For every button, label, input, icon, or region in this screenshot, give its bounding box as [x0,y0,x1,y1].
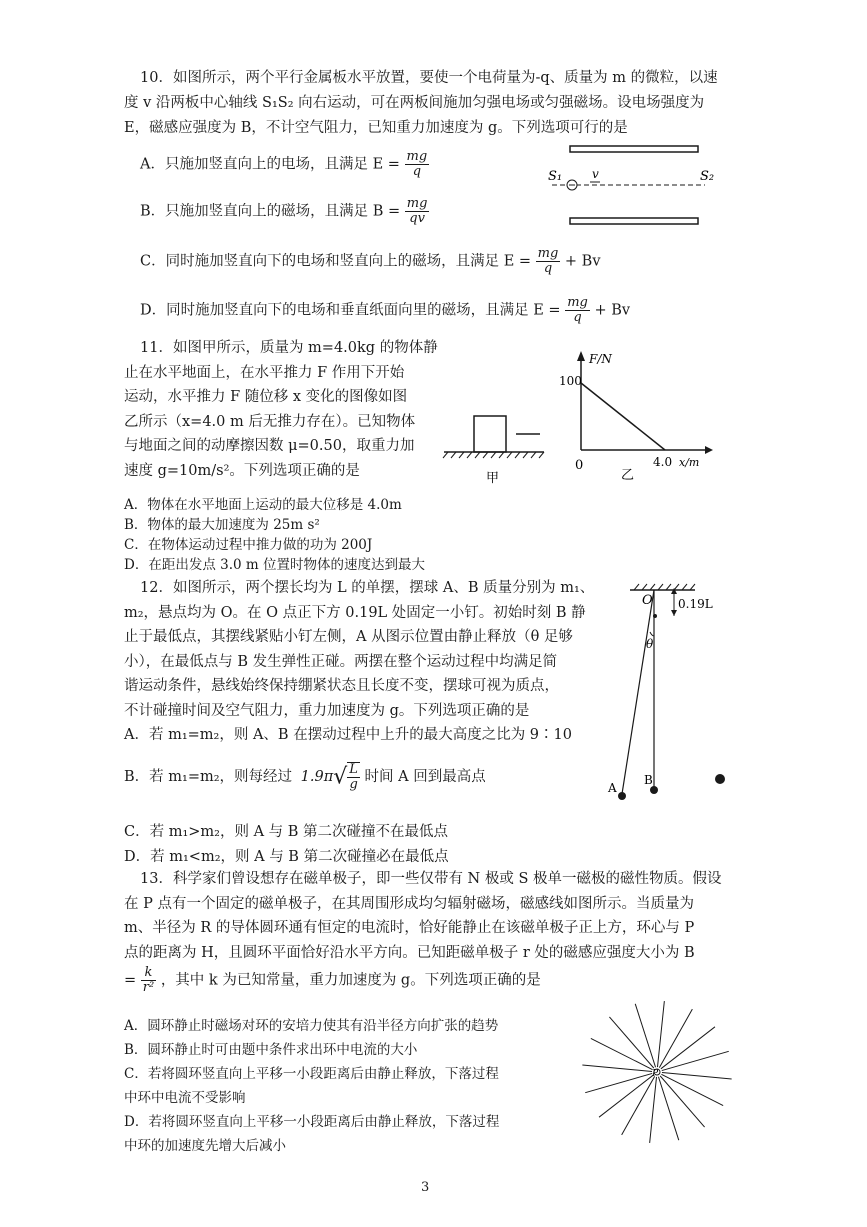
fraction-denominator: q [573,310,582,325]
label-s2: S₂ [700,169,715,184]
q10-option-a-fraction [405,150,430,179]
q12-stem-line-1: 12．如图所示，两个摆长均为 L 的单摆，摆球 A、B 质量分别为 m₁、 [140,580,595,596]
q10-option-d-tail: + Bv [594,302,631,319]
q10-stem-line-1: 10．如图所示，两个平行金属板水平放置，要使一个电荷量为-q、质量为 m 的微粒，以速 [140,70,718,86]
block-icon [474,416,506,452]
q13-fraction [141,966,156,995]
label-a: A [608,781,617,795]
q13-stem-line-5 [124,966,541,995]
q11-figure-yi-graph [555,345,725,485]
fraction-denominator: g [349,777,358,792]
q10-option-c-fraction [536,247,561,276]
label-b: B [644,773,653,787]
label-x-4: 4.0 [653,455,673,469]
q10-option-c-text: C．同时施加竖直向下的电场和竖直向上的磁场，且满足 E = [140,253,532,270]
page-number: 3 [421,1180,430,1195]
q13-option-d-line-1: D．若将圆环竖直向上平移一小段距离后由静止释放，下落过程 [124,1114,500,1130]
ball-b-icon [650,786,658,794]
q10-option-b-text: B．只施加竖直向上的磁场，且满足 B = [140,203,401,220]
q13-stem-line-3: m、半径为 R 的导体圆环通有恒定的电流时，恰好能静止在该磁单极子正上方，环心与 P [124,920,695,936]
label-origin: 0 [575,458,584,473]
sqrt-sign-icon: √ [333,764,348,790]
field-line [661,1074,723,1105]
q12-option-a: A．若 m₁=m₂，则 A、B 在摆动过程中上升的最大高度之比为 9∶10 [124,727,572,743]
field-line [659,1009,692,1067]
fraction-numerator: mg [567,295,588,310]
q13-stem-line-2: 在 P 点有一个固定的磁单极子，在其周围形成均匀辐射磁场，磁感线如图所示。当质量为 [124,895,694,912]
label-o: O [642,593,653,608]
q10-stem-line-3: E，磁感应强度为 B，不计空气阻力，已知重力加速度为 g。下列选项可行的是 [124,120,628,136]
fraction-denominator: qv [409,211,425,226]
q13-stem-line-4: 点的距离为 H，且圆环平面恰好沿水平方向。已知距磁单极子 r 处的磁感应强度大小为 B [124,944,695,961]
q13-stem-line-1: 13．科学家们曾设想存在磁单极子，即一些仅带有 N 极或 S 极单一磁极的磁性物质。假设 [140,871,722,887]
q11-option-c: C．在物体运动过程中推力做的功为 200J [124,537,373,553]
pendulum-a-string [622,590,654,794]
label-jia: 甲 [486,471,500,486]
field-line [662,1072,732,1078]
q10-option-d-fraction [565,296,590,325]
q10-option-c [140,247,601,276]
fraction-numerator: mg [537,246,559,261]
q11-stem-line-4: 乙所示（x=4.0 m 后无推力存在）。已知物体 [124,413,416,430]
q12-stem-line-3: 止于最低点，其摆线紧贴小钉左侧，A 从图示位置由静止释放（θ 足够 [124,629,573,645]
q11-option-a: A．物体在水平地面上运动的最大位移是 4.0m [124,497,402,513]
q10-option-a-text: A．只施加竖直向上的电场，且满足 E = [140,156,400,173]
q10-option-c-tail: + Bv [564,253,601,270]
q12-option-c: C．若 m₁>m₂，则 A 与 B 第二次碰撞不在最低点 [124,824,449,840]
y-axis-arrow-icon [577,351,585,361]
ceiling-hatch [634,584,695,590]
marker-up-arrow-icon [671,588,677,594]
label-p: P [652,1069,659,1079]
ground-hatch [443,452,544,458]
label-s1: S₁ [548,169,563,184]
q13-option-a: A．圆环静止时磁场对环的安培力使其有沿半径方向扩张的趋势 [124,1018,499,1034]
q12-option-b-post: 时间 A 回到最高点 [364,769,486,785]
label-xm: x/m [679,456,700,469]
label-100: 100 [559,374,582,388]
field-line [650,1077,657,1143]
x-axis-arrow-icon [705,446,713,454]
field-line [599,1075,653,1117]
q13-stem-line-5-post: ，其中 k 为已知常量，重力加速度为 g。下列选项正确的是 [160,972,541,989]
label-yi: 乙 [621,468,635,483]
field-line [661,1027,715,1069]
label-theta: θ [646,637,654,651]
q10-option-b-fraction [405,197,430,226]
field-line [591,1038,653,1069]
q13-stem [124,867,744,965]
marker-down-arrow-icon [671,610,677,616]
q12-pendulum-figure [600,582,740,807]
q10-parallel-plates-figure [540,140,720,230]
q11-stem-line-3: 运动，水平推力 F 随位移 x 变化的图像如图 [124,389,408,405]
q11-option-b: B．物体的最大加速度为 25m s² [124,517,320,533]
fraction-numerator: L [349,762,358,777]
q11-stem-line-2: 止在水平地面上，在水平推力 F 作用下开始 [124,364,405,381]
q13-option-c-line-2: 中环中电流不受影响 [124,1090,246,1106]
fraction-numerator: k [141,966,156,981]
nail-icon [653,614,657,618]
q11-stem [124,336,440,483]
q10-option-d [140,296,630,325]
q13-equals: = [124,972,137,989]
q12-option-d: D．若 m₁<m₂，则 A 与 B 第二次碰撞必在最低点 [124,849,449,865]
q13-option-d-line-2: 中环的加速度先增大后减小 [124,1138,286,1154]
q11-stem-line-1: 11．如图甲所示，质量为 m=4.0kg 的物体静 [140,340,438,356]
force-line [581,383,665,450]
label-0-19l: 0.19L [678,597,713,611]
fraction-denominator: q [543,261,553,276]
fraction-numerator: mg [406,196,428,211]
q10-option-b [140,197,429,226]
q12-stem-line-2: m₂，悬点均为 O。在 O 点正下方 0.19L 处固定一小钉。初始时刻 B 静 [124,604,586,621]
bottom-plate [570,218,698,224]
field-line [622,1076,655,1134]
q13-option-b: B．圆环静止时可由题中条件求出环中电流的大小 [124,1042,418,1058]
q11-option-d: D．在距出发点 3.0 m 位置时物体的速度达到最大 [124,557,425,573]
q11-stem-line-6: 速度 g=10m/s²。下列选项正确的是 [124,462,360,479]
q11-figure-jia [440,408,560,488]
q12-stem-line-4: 小），在最低点与 B 发生弹性正碰。两摆在整个运动过程中均满足简 [124,653,558,670]
q13-option-c-line-1: C．若将圆环竖直向上平移一小段距离后由静止释放，下落过程 [124,1066,499,1082]
label-fn: F/N [589,352,612,366]
q12-stem-line-5: 谐运动条件，悬线始终保持绷紧状态且长度不变，摆球可视为质点， [124,678,559,694]
fraction-denominator: r² [142,980,155,995]
ball-a-icon [618,792,626,800]
top-plate [570,146,698,152]
fraction-denominator: q [412,164,422,179]
q12-option-b-fraction [347,762,360,792]
q12-option-b-pre: B．若 m₁=m₂，则每经过 [124,769,293,785]
field-line [582,1065,652,1071]
label-v: v [592,167,599,181]
q10-stem-line-2: 度 v 沿两板中心轴线 S₁S₂ 向右运动，可在两板间施加匀强电场或匀强磁场。设电场强度为 [124,95,705,111]
stray-dot-icon [715,774,725,784]
q11-stem-line-5: 与地面之间的动摩擦因数 μ=0.50，取重力加 [124,438,415,454]
q10-option-a [140,150,429,179]
q10-option-d-text: D．同时施加竖直向下的电场和垂直纸面向里的磁场，且满足 E = [140,302,561,319]
field-line [657,1001,664,1067]
q12-stem-line-6: 不计碰撞时间及空气阻力，重力加速度为 g。下列选项正确的是 [124,702,530,719]
q12-option-b [124,762,486,792]
fraction-numerator: mg [406,149,428,164]
q12-stem [124,576,614,748]
q12-option-b-coef: 1.9π [300,769,334,785]
q13-radial-field-figure [560,1000,760,1160]
